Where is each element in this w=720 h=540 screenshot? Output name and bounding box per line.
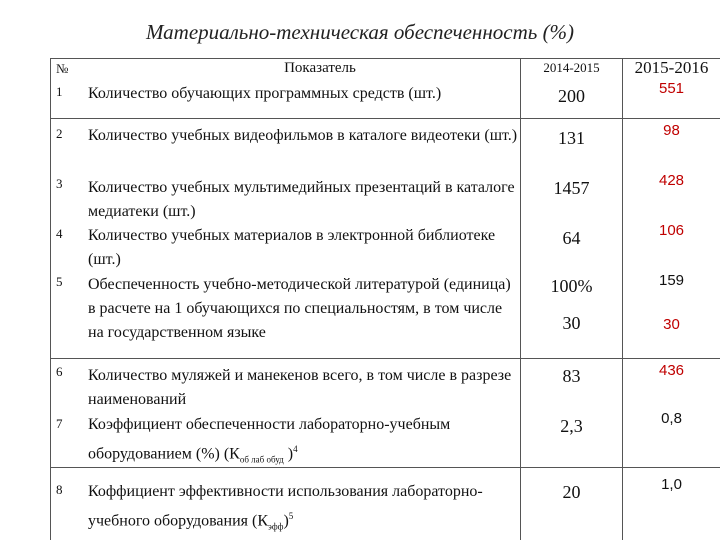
value-2015-2016: 436	[658, 362, 685, 379]
row-number: 2	[56, 126, 63, 141]
footnote-mark: 5	[288, 511, 294, 521]
row-number: 3	[56, 176, 63, 191]
value-2015-2016-secondary: 30	[663, 316, 680, 333]
coefficient-subscript: об лаб обуд	[239, 454, 284, 465]
value-2014-2015: 20	[562, 482, 581, 502]
value-2014-2015: 2,3	[560, 416, 583, 436]
row-divider	[50, 118, 720, 119]
row-indicator-text	[88, 480, 520, 539]
value-2015-2016: 159	[658, 272, 685, 289]
value-2015-2016: 551	[658, 80, 685, 97]
value-2015-2016: 98	[663, 122, 680, 139]
page-title: Материально-техническая обеспеченность (%)	[145, 20, 575, 44]
coefficient-subscript: эфф	[268, 521, 284, 532]
row-indicator-text: Количество учебных мультимедийных презентаций в каталоге медиатеки (шт.)	[88, 179, 515, 220]
value-2014-2015-secondary: 30	[562, 313, 581, 333]
row-indicator-text: Количество учебных видеофильмов в каталоге видеотеки (шт.)	[88, 127, 518, 144]
header-year-2015: 2015-2016	[634, 58, 709, 77]
value-2015-2016: 1,0	[661, 476, 682, 493]
row-indicator-text	[88, 413, 520, 472]
value-2014-2015: 100%	[550, 276, 593, 296]
value-2015-2016: 106	[658, 222, 685, 239]
row-indicator-text: Обеспеченность учебно-методической литературой (единица) в расчете на 1 обучающихся по специальностям, в том числе на государственном языке	[88, 276, 511, 341]
row-divider	[50, 358, 720, 359]
value-2014-2015: 200	[558, 86, 585, 106]
value-2014-2015: 64	[562, 228, 581, 248]
value-2014-2015: 131	[558, 128, 585, 148]
value-2014-2015: 83	[562, 366, 581, 386]
row-indicator-text-main: Коффициент эффективности использования лабораторно-учебного оборудования (К	[88, 483, 483, 530]
row-indicator-text-main: Коэффициент обеспеченности лабораторно-учебным оборудованием (%) (К	[88, 416, 451, 463]
row-number: 8	[56, 482, 63, 497]
value-2015-2016: 0,8	[661, 410, 682, 427]
row-number: 4	[56, 226, 63, 241]
row-number: 6	[56, 364, 63, 379]
table-border-top	[50, 58, 720, 59]
row-indicator-text: Количество учебных материалов в электронной библиотеке (шт.)	[88, 227, 496, 268]
coefficient-tail: )	[283, 512, 289, 530]
footnote-mark: 4	[293, 444, 298, 454]
header-indicator: Показатель	[284, 60, 356, 76]
coefficient-tail: )	[283, 445, 294, 463]
row-number: 5	[56, 274, 63, 289]
header-year-2014: 2014-2015	[543, 60, 600, 75]
row-indicator-text: Количество обучающих программных средств (шт.)	[88, 85, 442, 102]
row-indicator-text: Количество муляжей и манекенов всего, в том числе в разрезе наименований	[88, 367, 512, 408]
value-2015-2016: 428	[658, 172, 685, 189]
header-number: №	[56, 61, 69, 76]
row-number: 1	[56, 84, 63, 99]
row-number: 7	[56, 416, 63, 431]
value-2014-2015: 1457	[553, 178, 590, 198]
